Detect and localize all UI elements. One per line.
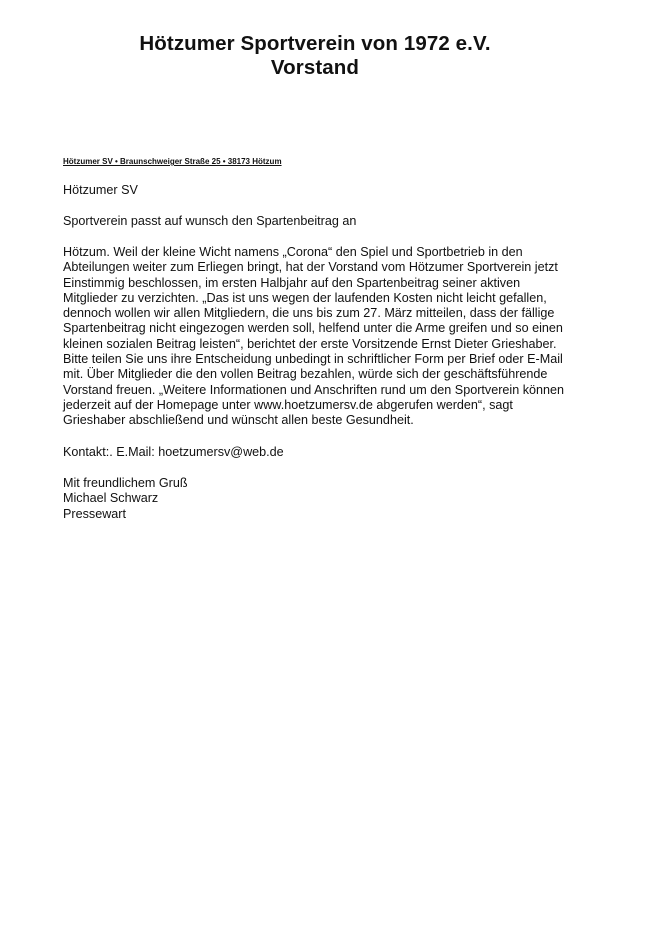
body-paragraph — [63, 245, 564, 429]
signer-role: Pressewart — [63, 506, 126, 521]
sender-address-line: Hötzumer SV • Braunschweiger Straße 25 • 38173 Hötzum — [63, 157, 282, 166]
body-line: dennoch wollen wir allen Mitgliedern, die uns bis zum 27. März mitteilen, dass der fällige — [63, 306, 555, 321]
body-line: mit. Über Mitglieder die den vollen Beitrag bezahlen, würde sich der geschäftsführende — [63, 367, 548, 382]
signer-name: Michael Schwarz — [63, 491, 159, 506]
board-heading: Vorstand — [270, 56, 360, 79]
body-line: Vorstand freuen. „Weitere Informationen und Anschriften rund um den Sportverein können — [63, 382, 565, 397]
body-line: Abteilungen weiter zum Erliegen bringt, hat der Vorstand vom Hötzumer Sportverein jetzt — [63, 260, 558, 275]
body-line: jederzeit auf der Homepage unter www.hoetzumersv.de abgerufen werden“, sagt — [63, 397, 513, 412]
letter-header — [0, 32, 630, 80]
body-line: Bitte teilen Sie uns ihre Entscheidung unbedingt in schriftlicher Form per Brief oder E-Mail — [63, 352, 563, 367]
closing-greeting: Mit freundlichem Gruß — [63, 476, 188, 490]
body-line: Hötzum. Weil der kleine Wicht namens „Corona“ den Spiel und Sportbetrieb in den — [63, 245, 523, 259]
signature-block — [63, 476, 188, 522]
recipient: Hötzumer SV — [63, 183, 138, 197]
body-line: Mitglieder zu verzichten. „Das ist uns wegen der laufenden Kosten nicht leicht gefallen, — [63, 290, 547, 305]
club-name-heading: Hötzumer Sportverein von 1972 e.V. — [139, 32, 491, 55]
body-line: Grieshaber abschließend und wünscht allen beste Gesundheit. — [63, 413, 414, 428]
body-line: kleinen sozialen Beitrag leisten“, berichtet der erste Vorsitzende Ernst Dieter Grieshaber. — [63, 336, 557, 351]
subject-line: Sportverein passt auf wunsch den Spartenbeitrag an — [63, 214, 357, 228]
body-line: Einstimmig beschlossen, im ersten Halbjahr auf den Spartenbeitrag seiner aktiven — [63, 275, 521, 290]
contact-line: Kontakt:. E.Mail: hoetzumersv@web.de — [63, 445, 284, 459]
body-line: Spartenbeitrag nicht eingezogen werden soll, helfend unter die Arme greifen und so einen — [63, 321, 563, 336]
